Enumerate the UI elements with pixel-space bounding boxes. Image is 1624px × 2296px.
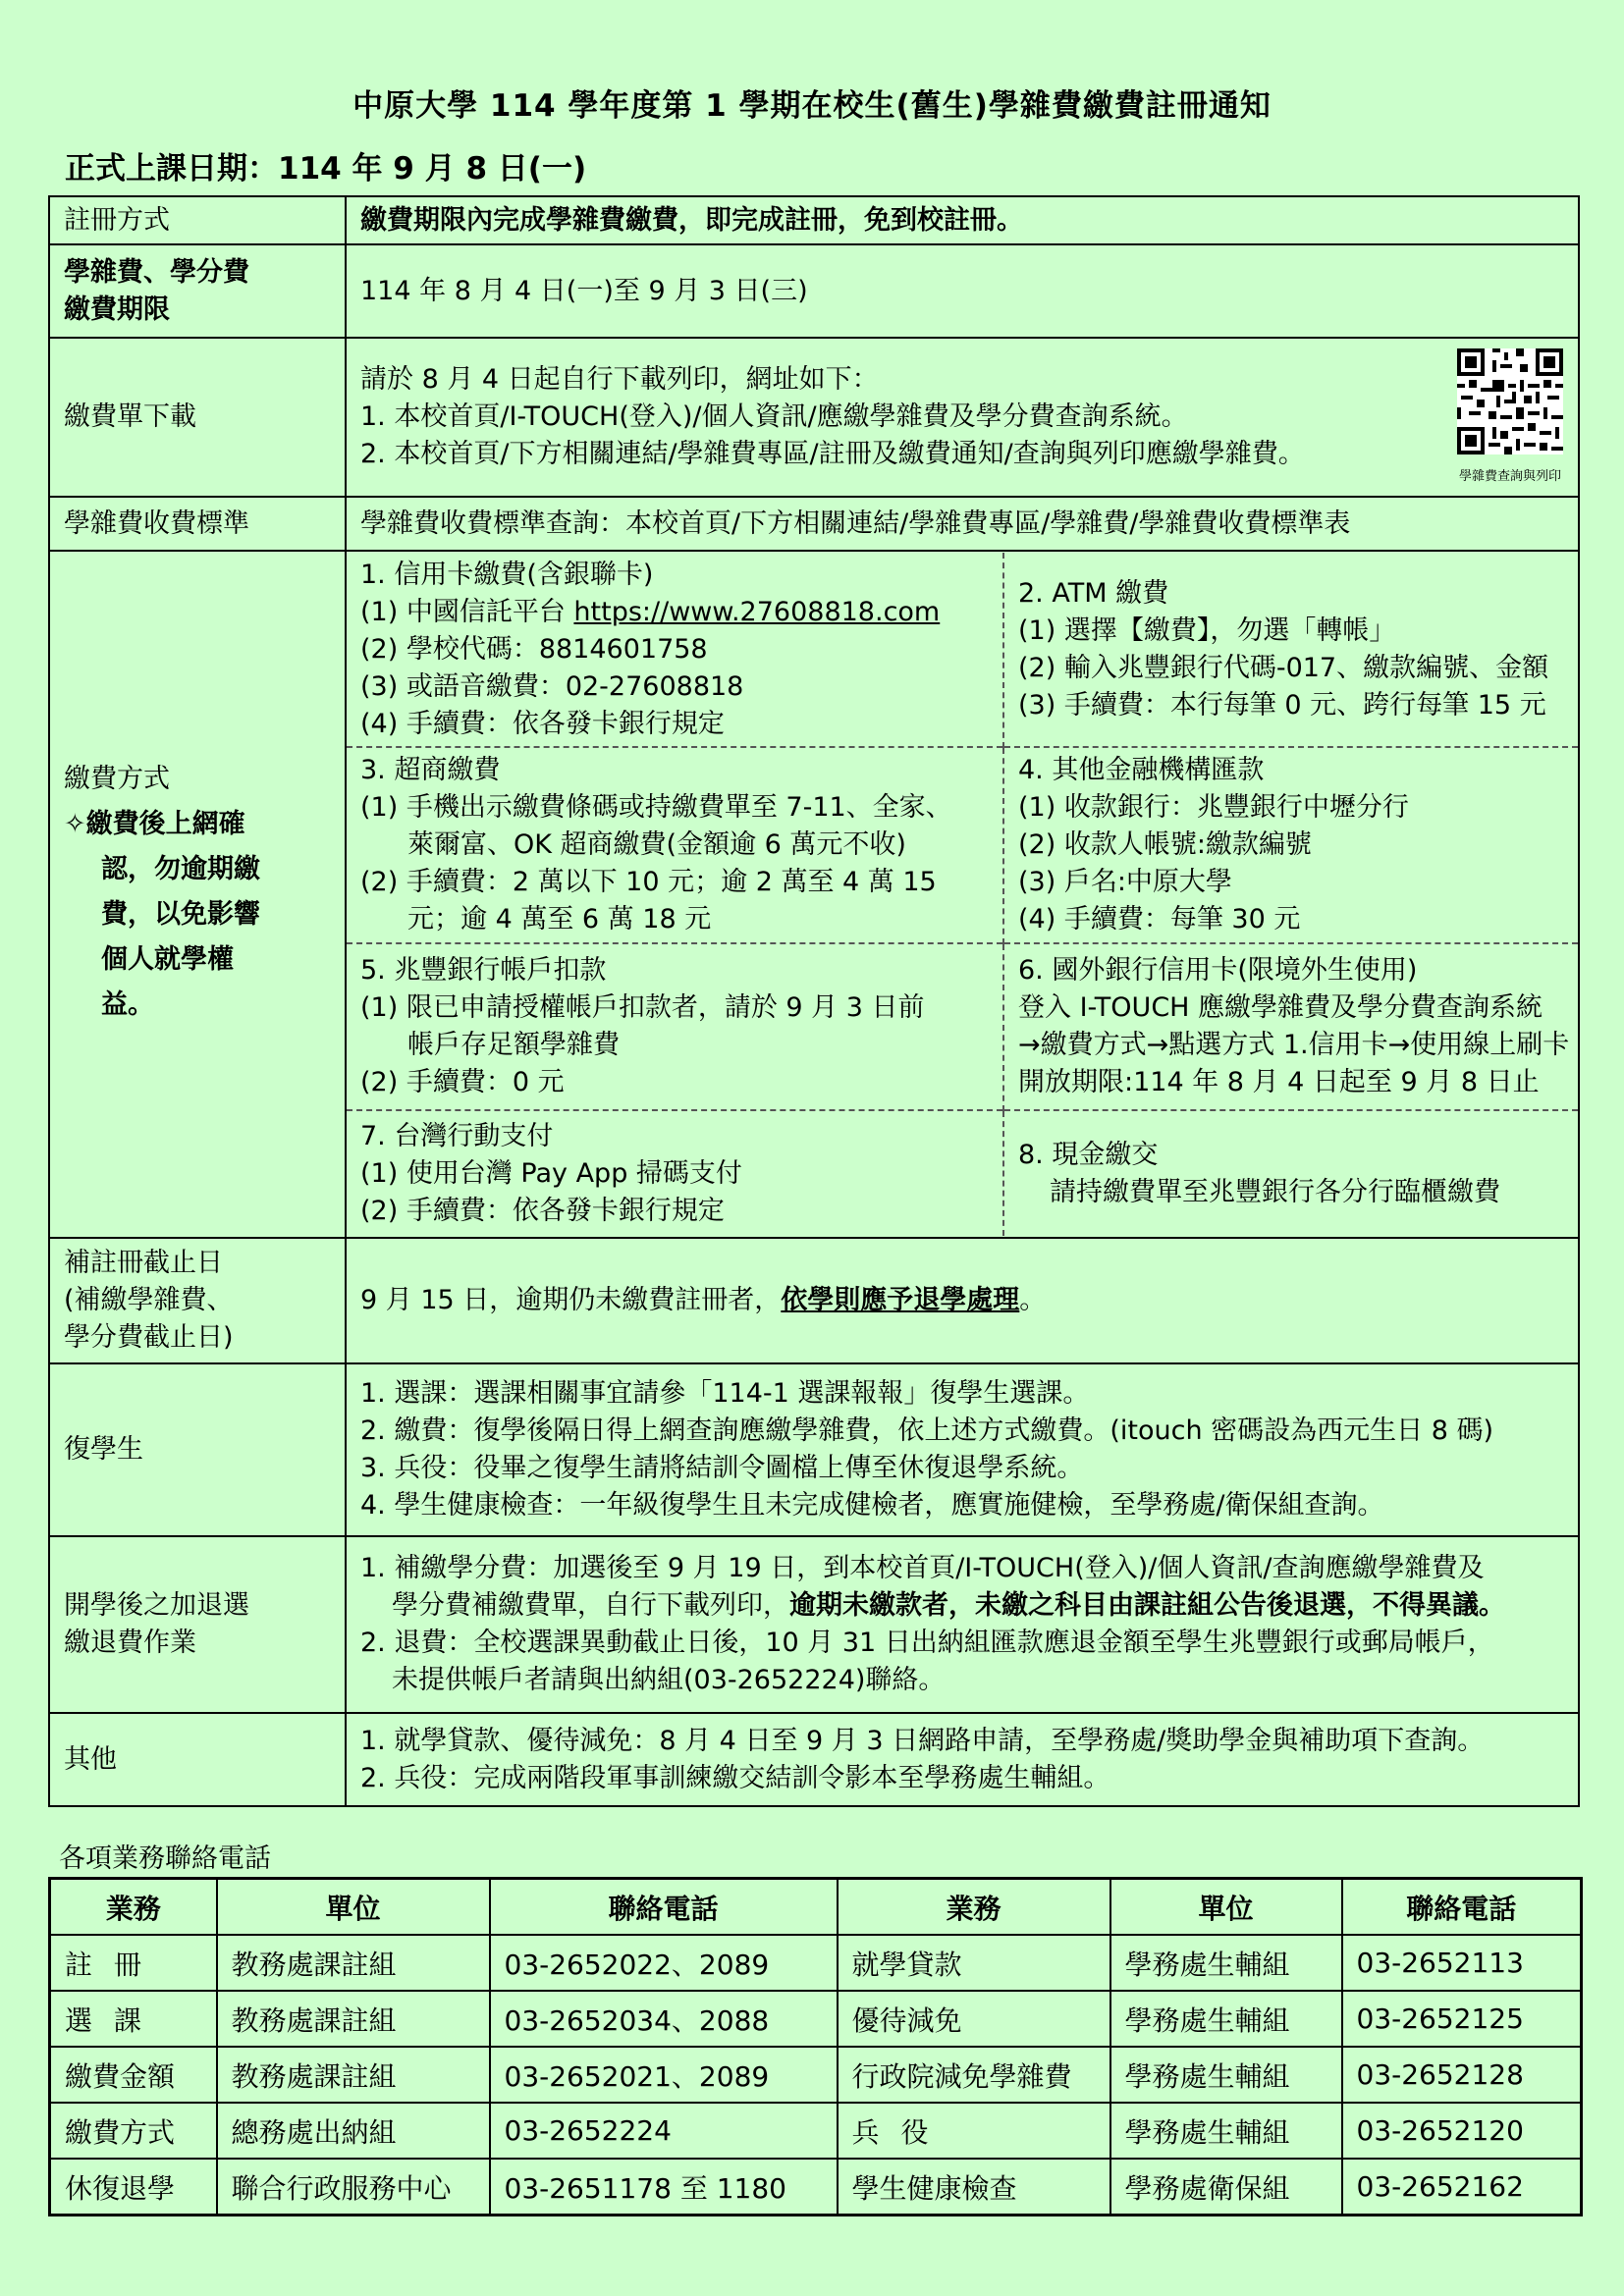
standard-text: 學雜費收費標準查詢：本校首頁/下方相關連結/學雜費專區/學雜費/學雜費收費標準表 bbox=[346, 497, 1579, 551]
late-registration-row bbox=[49, 1238, 1579, 1363]
header-phone: 聯絡電話 bbox=[490, 1879, 838, 1936]
unit-cell: 總務處出納組 bbox=[217, 2103, 490, 2159]
download-cell bbox=[346, 338, 1579, 497]
method-credit-card: 1. 信用卡繳費(含銀聯卡) (1) 中國信託平台 https://www.27608818.com (2) 學校代碼：8814601758 (3) 或語音繳費：02-27608818 (4) 手續費：依各發卡銀行規定 bbox=[347, 553, 1003, 747]
payment-warning: ✧繳費後上網確 認，勿逾期繳 費，以免影響 個人就學權 益。 bbox=[64, 809, 260, 1020]
business-cell: 兵役 bbox=[838, 2103, 1110, 2159]
page-title: 中原大學 114 學年度第 1 學期在校生(舊生)學雜費繳費註冊通知 bbox=[352, 88, 1272, 124]
registration-label: 註冊方式 bbox=[49, 196, 346, 244]
phone-cell: 03-2652224 bbox=[490, 2103, 838, 2159]
other-text: 1. 就學貸款、優待減免：8 月 4 日至 9 月 3 日網路申請，至學務處/獎助學金與補助項下查詢。 2. 兵役：完成兩階段軍事訓練繳交結訓令影本至學務處生輔組。 bbox=[346, 1713, 1579, 1806]
phone-cell: 03-2651178 至 1180 bbox=[490, 2159, 838, 2216]
payment-methods bbox=[346, 551, 1579, 1238]
add-drop-text: 1. 補繳學分費：加選後至 9 月 19 日，到本校首頁/I-TOUCH(登入)/個人資訊/查詢應繳學雜費及 學分費補繳費單，自行下載列印，逾期未繳款者，未繳之科目由課註組公告後退選，不得異議。 2. 退費：全校選課異動截止日後，10 月 31 日出納組匯款應退金額至學生兆豐銀行或郵局帳戶， 未提供帳戶者請與出納組(03-2652224)聯絡。 bbox=[346, 1536, 1579, 1713]
method-bank-transfer: 4. 其他金融機構匯款 (1) 收款銀行：兆豐銀行中壢分行 (2) 收款人帳號:繳款編號 (3) 戶名:中原大學 (4) 手續費：每筆 30 元 bbox=[1003, 747, 1578, 943]
unit-cell: 學務處生輔組 bbox=[1110, 2047, 1342, 2103]
phone-cell: 03-2652022、2089 bbox=[490, 1935, 838, 1991]
phone-cell: 03-2652021、2089 bbox=[490, 2047, 838, 2103]
standard-row bbox=[49, 497, 1579, 551]
phone-cell: 03-2652125 bbox=[1342, 1991, 1582, 2047]
download-label: 繳費單下載 bbox=[49, 338, 346, 497]
method-foreign-card: 6. 國外銀行信用卡(限境外生使用) 登入 I-TOUCH 應繳學雜費及學分費查詢系統 →繳費方式→點選方式 1.信用卡→使用線上刷卡 開放期限:114 年 8 月 4 日起至 9 月 8 日止 bbox=[1003, 943, 1578, 1110]
deadline-text: 114 年 8 月 4 日(一)至 9 月 3 日(三) bbox=[346, 244, 1579, 338]
header-unit: 單位 bbox=[1110, 1879, 1342, 1936]
business-cell: 註冊 bbox=[50, 1935, 217, 1991]
phone-cell: 03-2652113 bbox=[1342, 1935, 1582, 1991]
business-cell: 優待減免 bbox=[838, 1991, 1110, 2047]
table-row bbox=[50, 2103, 1582, 2159]
credit-platform-link[interactable]: https://www.27608818.com bbox=[573, 596, 941, 627]
business-cell: 選課 bbox=[50, 1991, 217, 2047]
method-atm: 2. ATM 繳費 (1) 選擇【繳費】，勿選「轉帳」 (2) 輸入兆豐銀行代碼-017、繳款編號、金額 (3) 手續費：本行每筆 0 元、跨行每筆 15 元 bbox=[1018, 577, 1549, 721]
business-cell: 就學貸款 bbox=[838, 1935, 1110, 1991]
table-row bbox=[50, 1935, 1582, 1991]
payment-methods-grid bbox=[347, 553, 1578, 1236]
returning-student-label: 復學生 bbox=[49, 1363, 346, 1536]
header-business: 業務 bbox=[838, 1879, 1110, 1936]
phone-cell: 03-2652128 bbox=[1342, 2047, 1582, 2103]
payment-label: 繳費方式 bbox=[64, 764, 170, 794]
returning-student-row bbox=[49, 1363, 1579, 1536]
standard-label: 學雜費收費標準 bbox=[49, 497, 346, 551]
class-start-date: 正式上課日期：114 年 9 月 8 日(一) bbox=[65, 151, 587, 187]
other-row bbox=[49, 1713, 1579, 1806]
header-business: 業務 bbox=[50, 1879, 217, 1936]
registration-row bbox=[49, 196, 1579, 244]
deadline-row bbox=[49, 244, 1579, 338]
unit-cell: 教務處課註組 bbox=[217, 1935, 490, 1991]
deadline-label: 學雜費、學分費 繳費期限 bbox=[49, 244, 346, 338]
unit-cell: 聯合行政服務中心 bbox=[217, 2159, 490, 2216]
method-mobile-pay: 7. 台灣行動支付 (1) 使用台灣 Pay App 掃碼支付 (2) 手續費：依各發卡銀行規定 bbox=[347, 1110, 1003, 1236]
payment-row bbox=[49, 551, 1579, 1238]
phone-cell: 03-2652162 bbox=[1342, 2159, 1582, 2216]
unit-cell: 教務處課註組 bbox=[217, 2047, 490, 2103]
unit-cell: 教務處課註組 bbox=[217, 1991, 490, 2047]
business-cell: 繳費方式 bbox=[50, 2103, 217, 2159]
business-cell: 行政院減免學雜費 bbox=[838, 2047, 1110, 2103]
business-cell: 學生健康檢查 bbox=[838, 2159, 1110, 2216]
contacts-header-row bbox=[50, 1879, 1582, 1936]
registration-text: 繳費期限內完成學雜費繳費，即完成註冊，免到校註冊。 bbox=[346, 196, 1579, 244]
unit-cell: 學務處生輔組 bbox=[1110, 1991, 1342, 2047]
method-convenience-store: 3. 超商繳費 (1) 手機出示繳費條碼或持繳費單至 7-11、全家、 萊爾富、OK 超商繳費(金額逾 6 萬元不收) (2) 手續費：2 萬以下 10 元；逾 2 萬至 4 萬 15 元；逾 4 萬至 6 萬 18 元 bbox=[347, 747, 1003, 943]
add-drop-row bbox=[49, 1536, 1579, 1713]
download-row bbox=[49, 338, 1579, 497]
qr-code-icon bbox=[1457, 348, 1563, 454]
qr-code[interactable] bbox=[1456, 348, 1564, 496]
add-drop-label: 開學後之加退選 繳退費作業 bbox=[49, 1536, 346, 1713]
header-phone: 聯絡電話 bbox=[1342, 1879, 1582, 1936]
unit-cell: 學務處衛保組 bbox=[1110, 2159, 1342, 2216]
unit-cell: 學務處生輔組 bbox=[1110, 1935, 1342, 1991]
business-cell: 繳費金額 bbox=[50, 2047, 217, 2103]
late-registration-text: 9 月 15 日，逾期仍未繳費註冊者，依學則應予退學處理。 bbox=[346, 1238, 1579, 1363]
table-row bbox=[50, 1991, 1582, 2047]
download-line: 請於 8 月 4 日起自行下載列印，網址如下： bbox=[360, 364, 879, 395]
phone-cell: 03-2652034、2088 bbox=[490, 1991, 838, 2047]
contacts-table bbox=[48, 1877, 1583, 2216]
returning-student-text: 1. 選課：選課相關事宜請參「114-1 選課報報」復學生選課。 2. 繳費：復學後隔日得上網查詢應繳學雜費，依上述方式繳費。(itouch 密碼設為西元生日 8 碼) 3. 兵役：役畢之復學生請將結訓令圖檔上傳至休復退學系統。 4. 學生健康檢查：一年級復學生且未完成健檢者，應實施健檢，至學務處/衛保組查詢。 bbox=[346, 1363, 1579, 1536]
late-registration-label: 補註冊截止日 (補繳學雜費、 學分費截止日) bbox=[49, 1238, 346, 1363]
qr-caption: 學雜費查詢與列印 bbox=[1458, 469, 1561, 484]
contacts-title: 各項業務聯絡電話 bbox=[59, 1843, 271, 1874]
table-row bbox=[50, 2047, 1582, 2103]
business-cell: 休復退學 bbox=[50, 2159, 217, 2216]
phone-cell: 03-2652120 bbox=[1342, 2103, 1582, 2159]
unit-cell: 學務處生輔組 bbox=[1110, 2103, 1342, 2159]
method-account-debit: 5. 兆豐銀行帳戶扣款 (1) 限已申請授權帳戶扣款者，請於 9 月 3 日前 帳戶存足額學雜費 (2) 手續費：0 元 bbox=[347, 943, 1003, 1110]
download-line: 2. 本校首頁/下方相關連結/學雜費專區/註冊及繳費通知/查詢與列印應繳學雜費。 bbox=[360, 439, 1305, 469]
other-label: 其他 bbox=[49, 1713, 346, 1806]
header-unit: 單位 bbox=[217, 1879, 490, 1936]
main-info-table bbox=[48, 195, 1580, 1807]
table-row bbox=[50, 2159, 1582, 2216]
payment-label-cell bbox=[49, 551, 346, 1238]
download-line: 1. 本校首頁/I-TOUCH(登入)/個人資訊/應繳學雜費及學分費查詢系統。 bbox=[360, 401, 1188, 432]
method-cash: 8. 現金繳交 請持繳費單至兆豐銀行各分行臨櫃繳費 bbox=[1003, 1110, 1578, 1236]
